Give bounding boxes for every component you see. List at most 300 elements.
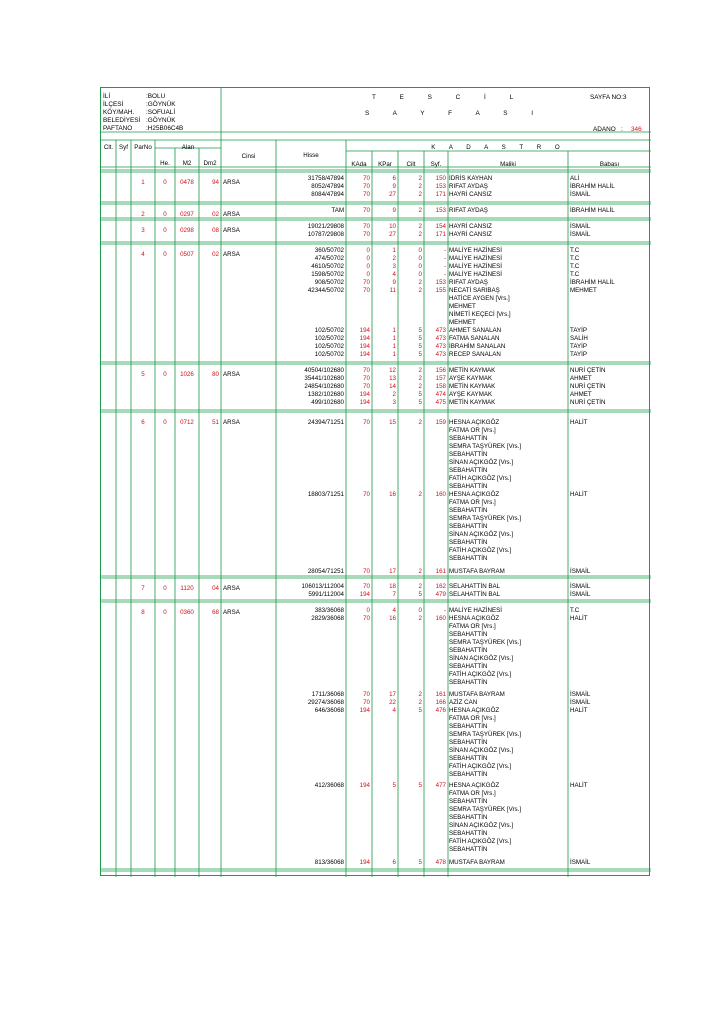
sayfa-no: SAYFA NO:3 xyxy=(590,94,627,101)
kpar-value: 15 xyxy=(389,419,396,426)
kcilt-value: 5 xyxy=(418,391,422,398)
ksyf-value: 473 xyxy=(435,335,446,342)
maliki-value: SEBAHATTİN xyxy=(449,739,488,746)
kcilt-value: 2 xyxy=(418,383,422,390)
hisse-value: 18803/71251 xyxy=(307,491,344,498)
maliki-value: RIFAT AYDAŞ xyxy=(449,207,488,214)
kada-value: 70 xyxy=(363,375,370,382)
kcilt-value: 2 xyxy=(418,223,422,230)
kada-value: 70 xyxy=(363,207,370,214)
kada-value: 70 xyxy=(363,419,370,426)
kcilt-value: 5 xyxy=(418,859,422,866)
belediye-value: :GÖYNÜK xyxy=(146,117,176,124)
maliki-value: SİNAN AÇIKGÖZ [Vrs.] xyxy=(449,459,514,466)
parcel-no: 7 xyxy=(141,585,145,592)
ilce-label: İLÇESİ xyxy=(103,101,124,108)
maliki-value: FATMA OR [Vrs.] xyxy=(449,623,496,630)
kcilt-value: 2 xyxy=(418,615,422,622)
parcel-no: 2 xyxy=(141,211,145,218)
kada-value: 0 xyxy=(366,607,370,614)
kcilt-value: 2 xyxy=(418,568,422,575)
maliki-value: MUSTAFA BAYRAM xyxy=(449,691,505,698)
kpar-value: 2 xyxy=(392,255,396,262)
maliki-value: SEBAHATTİN xyxy=(449,846,488,853)
kcilt-value: 5 xyxy=(418,782,422,789)
ksyf-value: 171 xyxy=(435,191,446,198)
kpar-value: 16 xyxy=(389,491,396,498)
ksyf-value: 479 xyxy=(435,591,446,598)
maliki-value: HAYRİ CANSIZ xyxy=(449,223,492,230)
kada-value: 70 xyxy=(363,691,370,698)
babasi-value: İSMAİL xyxy=(570,223,591,230)
kcilt-value: 0 xyxy=(418,607,422,614)
kcilt-value: 2 xyxy=(418,175,422,182)
maliki-value: İDRİS KAYHAN xyxy=(449,175,493,182)
kpar-value: 7 xyxy=(392,591,396,598)
kada-value: 194 xyxy=(359,591,370,598)
parcel-he: 0 xyxy=(163,251,167,258)
kada-value: 0 xyxy=(366,247,370,254)
babasi-value: İSMAİL xyxy=(570,568,591,575)
maliki-value: FATİH AÇIKGÖZ [Vrs.] xyxy=(449,838,512,845)
hisse-value: 8052/47894 xyxy=(311,183,344,190)
maliki-value: HAYRİ CANSIZ xyxy=(449,191,492,198)
kcilt-value: 2 xyxy=(418,375,422,382)
col-syf: Syf xyxy=(119,144,128,151)
kpar-value: 9 xyxy=(392,279,396,286)
maliki-value: SELAHATTİN BAL xyxy=(449,583,501,590)
parcel-cinsi: ARSA xyxy=(223,585,240,592)
maliki-value: SEBAHATTİN xyxy=(449,723,488,730)
kcilt-value: 5 xyxy=(418,591,422,598)
col-cinsi: Cinsi xyxy=(241,153,256,160)
maliki-value: SEBAHATTİN xyxy=(449,647,488,654)
hisse-value: 19021/29808 xyxy=(307,223,344,230)
hisse-value: 102/50702 xyxy=(314,327,344,334)
kpar-value: 4 xyxy=(392,271,396,278)
maliki-value: RIFAT AYDAŞ xyxy=(449,183,488,190)
kpar-value: 9 xyxy=(392,207,396,214)
maliki-value: MEHMET xyxy=(449,319,476,326)
ksyf-value: 473 xyxy=(435,343,446,350)
kpar-value: 1 xyxy=(392,351,396,358)
kpar-value: 16 xyxy=(389,615,396,622)
col-ksyf: Syf. xyxy=(430,161,442,168)
hisse-value: 40504/102680 xyxy=(304,367,344,374)
hisse-value: TAM xyxy=(331,207,344,214)
babasi-value: NURİ ÇETİN xyxy=(570,383,606,390)
ksyf-value: 477 xyxy=(435,782,446,789)
maliki-value: HESNA AÇIKGÖZ xyxy=(449,615,500,622)
maliki-value: MEHMET xyxy=(449,303,476,310)
col-kcilt: Cilt xyxy=(406,161,416,168)
kpar-value: 6 xyxy=(392,175,396,182)
kada-value: 194 xyxy=(359,343,370,350)
ksyf-value: 473 xyxy=(435,351,446,358)
ksyf-value: 150 xyxy=(435,175,446,182)
kpar-value: 4 xyxy=(392,607,396,614)
parcel-m2: 0712 xyxy=(180,419,194,426)
kada-value: 194 xyxy=(359,327,370,334)
babasi-value: AHMET xyxy=(570,391,592,398)
ksyf-value: 157 xyxy=(435,375,446,382)
parcel-cinsi: ARSA xyxy=(223,211,240,218)
kada-value: 70 xyxy=(363,491,370,498)
adano-value: 346 xyxy=(631,126,642,133)
maliki-value: SİNAN AÇIKGÖZ [Vrs.] xyxy=(449,655,514,662)
ksyf-value: 153 xyxy=(435,279,446,286)
hisse-value: 35441/102680 xyxy=(304,375,344,382)
kcilt-value: 0 xyxy=(418,263,422,270)
maliki-value: NECATİ SARIBAŞ xyxy=(449,287,500,294)
maliki-value: RECEP SANALAN xyxy=(449,351,501,358)
kcilt-value: 2 xyxy=(418,207,422,214)
maliki-value: SEBAHATTİN xyxy=(449,555,488,562)
babasi-value: İSMAİL xyxy=(570,191,591,198)
kcilt-value: 2 xyxy=(418,231,422,238)
maliki-value: METİN KAYMAK xyxy=(449,399,496,406)
hisse-value: 1382/102680 xyxy=(307,391,344,398)
maliki-value: FATMA SANALAN xyxy=(449,335,500,342)
kada-value: 70 xyxy=(363,183,370,190)
parcel-he: 0 xyxy=(163,609,167,616)
babasi-value: SALİH xyxy=(570,335,588,342)
babasi-value: HALİT xyxy=(570,615,588,622)
ksyf-value: 159 xyxy=(435,419,446,426)
kada-value: 70 xyxy=(363,699,370,706)
kada-value: 194 xyxy=(359,391,370,398)
ksyf-value: - xyxy=(443,263,446,270)
maliki-value: FATMA OR [Vrs.] xyxy=(449,790,496,797)
kpar-value: 6 xyxy=(392,859,396,866)
parcel-cinsi: ARSA xyxy=(223,419,240,426)
maliki-value: SEMRA TAŞYÜREK [Vrs.] xyxy=(449,515,522,522)
maliki-value: AYŞE KAYMAK xyxy=(449,391,493,398)
maliki-value: SEBAHATTİN xyxy=(449,755,488,762)
koy-value: :SOFUALİ xyxy=(146,109,176,116)
parcel-m2: 0507 xyxy=(180,251,194,258)
maliki-value: İBRAHİM SANALAN xyxy=(449,343,506,350)
parcel-he: 0 xyxy=(163,585,167,592)
hisse-value: 383/36068 xyxy=(314,607,344,614)
parcel-dm2: 08 xyxy=(212,227,219,234)
maliki-value: FATİH AÇIKGÖZ [Vrs.] xyxy=(449,763,512,770)
hisse-value: 42344/50702 xyxy=(307,287,344,294)
col-cilt: Clt. xyxy=(103,144,114,151)
maliki-value: SİNAN AÇIKGÖZ [Vrs.] xyxy=(449,747,514,754)
parcel-dm2: 68 xyxy=(212,609,219,616)
kpar-value: 27 xyxy=(389,191,396,198)
maliki-value: RIFAT AYDAŞ xyxy=(449,279,488,286)
parcel-m2: 0360 xyxy=(180,609,194,616)
hisse-value: 10787/29808 xyxy=(307,231,344,238)
hisse-value: 102/50702 xyxy=(314,343,344,350)
maliki-value: SELAHATTİN BAL xyxy=(449,591,501,598)
kpar-value: 3 xyxy=(392,399,396,406)
ksyf-value: 475 xyxy=(435,399,446,406)
ksyf-value: - xyxy=(443,255,446,262)
parcel-no: 3 xyxy=(141,227,145,234)
hisse-value: 360/50702 xyxy=(314,247,344,254)
kpar-value: 14 xyxy=(389,383,396,390)
kada-value: 194 xyxy=(359,351,370,358)
maliki-value: SEBAHATTİN xyxy=(449,467,488,474)
babasi-value: MEHMET xyxy=(570,287,597,294)
hisse-value: 412/36068 xyxy=(314,782,344,789)
kada-value: 70 xyxy=(363,383,370,390)
kada-value: 70 xyxy=(363,615,370,622)
hisse-value: 102/50702 xyxy=(314,335,344,342)
kpar-value: 3 xyxy=(392,263,396,270)
babasi-value: T.C xyxy=(570,607,580,614)
ksyf-value: - xyxy=(443,271,446,278)
babasi-value: HALİT xyxy=(570,782,588,789)
maliki-value: FATMA OR [Vrs.] xyxy=(449,499,496,506)
adano-label: ADANO xyxy=(593,126,616,133)
maliki-value: FATİH AÇIKGÖZ [Vrs.] xyxy=(449,547,512,554)
maliki-value: SEBAHATTİN xyxy=(449,483,488,490)
ksyf-value: - xyxy=(443,247,446,254)
parcel-he: 0 xyxy=(163,179,167,186)
maliki-value: HESNA AÇIKGÖZ xyxy=(449,707,500,714)
ksyf-value: 153 xyxy=(435,183,446,190)
kpar-value: 5 xyxy=(392,782,396,789)
kcilt-value: 2 xyxy=(418,183,422,190)
kpar-value: 12 xyxy=(389,367,396,374)
babasi-value: İSMAİL xyxy=(570,231,591,238)
kcilt-value: 2 xyxy=(418,279,422,286)
babasi-value: İBRAHİM HALİL xyxy=(570,279,615,286)
kada-value: 0 xyxy=(366,263,370,270)
babasi-value: İBRAHİM HALİL xyxy=(570,183,615,190)
hisse-value: 29274/36068 xyxy=(307,699,344,706)
maliki-value: METİN KAYMAK xyxy=(449,367,496,374)
kcilt-value: 2 xyxy=(418,491,422,498)
parcel-m2: 0478 xyxy=(180,179,194,186)
maliki-value: FATİH AÇIKGÖZ [Vrs.] xyxy=(449,475,512,482)
maliki-value: SEBAHATTİN xyxy=(449,631,488,638)
maliki-value: SEBAHATTİN xyxy=(449,814,488,821)
babasi-value: T.C xyxy=(570,263,580,270)
maliki-value: AZİZ CAN xyxy=(449,699,478,706)
koy-label: KÖY/MAH. xyxy=(103,109,135,116)
belediye-label: BELEDİYESİ xyxy=(103,117,141,124)
ksyf-value: 160 xyxy=(435,491,446,498)
kpar-value: 11 xyxy=(389,287,396,294)
babasi-value: T.C xyxy=(570,271,580,278)
babasi-value: İBRAHİM HALİL xyxy=(570,207,615,214)
maliki-value: HESNA AÇIKGÖZ xyxy=(449,419,500,426)
kcilt-value: 2 xyxy=(418,691,422,698)
paftano-label: PAFTANO xyxy=(103,125,133,132)
maliki-value: SEBAHATTİN xyxy=(449,798,488,805)
parcel-cinsi: ARSA xyxy=(223,227,240,234)
parcel-he: 0 xyxy=(163,419,167,426)
kcilt-value: 5 xyxy=(418,399,422,406)
hisse-value: 1598/50702 xyxy=(311,271,344,278)
parcel-m2: 0298 xyxy=(180,227,194,234)
maliki-value: SEMRA TAŞYÜREK [Vrs.] xyxy=(449,806,522,813)
ksyf-value: 155 xyxy=(435,287,446,294)
kada-value: 70 xyxy=(363,279,370,286)
maliki-value: SİNAN AÇIKGÖZ [Vrs.] xyxy=(449,531,514,538)
tescil-sheet xyxy=(100,87,650,876)
maliki-value: HAYRİ CANSIZ xyxy=(449,231,492,238)
parcel-m2: 1120 xyxy=(180,585,194,592)
kpar-value: 1 xyxy=(392,247,396,254)
maliki-value: FATMA OR [Vrs.] xyxy=(449,715,496,722)
kpar-value: 22 xyxy=(389,699,396,706)
hisse-value: 2829/36068 xyxy=(311,615,344,622)
col-kpar: KPar xyxy=(378,161,392,168)
kcilt-value: 5 xyxy=(418,343,422,350)
kcilt-value: 2 xyxy=(418,419,422,426)
parcel-he: 0 xyxy=(163,371,167,378)
ksyf-value: - xyxy=(443,607,446,614)
col-maliki: Maliki xyxy=(500,161,516,168)
kpar-value: 17 xyxy=(389,568,396,575)
maliki-value: HATİCE AYGEN [Vrs.] xyxy=(449,295,510,302)
kada-value: 70 xyxy=(363,287,370,294)
parcel-he: 0 xyxy=(163,211,167,218)
maliki-value: SEMRA TAŞYÜREK [Vrs.] xyxy=(449,639,522,646)
kcilt-value: 5 xyxy=(418,707,422,714)
hisse-value: 31758/47894 xyxy=(307,175,344,182)
hisse-value: 4610/50702 xyxy=(311,263,344,270)
kada-value: 0 xyxy=(366,255,370,262)
parcel-cinsi: ARSA xyxy=(223,251,240,258)
parcel-dm2: 94 xyxy=(212,179,219,186)
babasi-value: İSMAİL xyxy=(570,699,591,706)
maliki-value: SEBAHATTİN xyxy=(449,507,488,514)
kcilt-value: 0 xyxy=(418,271,422,278)
kada-value: 0 xyxy=(366,271,370,278)
tescil-title: T E S C İ L xyxy=(372,94,525,101)
maliki-value: MALİYE HAZİNESİ xyxy=(449,607,502,614)
parcel-dm2: 02 xyxy=(212,251,219,258)
babasi-value: İSMAİL xyxy=(570,591,591,598)
maliki-value: MUSTAFA BAYRAM xyxy=(449,859,505,866)
kada-value: 194 xyxy=(359,782,370,789)
maliki-value: SEBAHATTİN xyxy=(449,435,488,442)
maliki-value: SEMRA TAŞYÜREK [Vrs.] xyxy=(449,443,522,450)
babasi-value: İSMAİL xyxy=(570,691,591,698)
kcilt-value: 5 xyxy=(418,351,422,358)
babasi-value: HALİT xyxy=(570,419,588,426)
kcilt-value: 0 xyxy=(418,255,422,262)
kada-value: 70 xyxy=(363,568,370,575)
maliki-value: SEBAHATTİN xyxy=(449,523,488,530)
ksyf-value: 160 xyxy=(435,615,446,622)
hisse-value: 102/50702 xyxy=(314,351,344,358)
maliki-value: HESNA AÇIKGÖZ xyxy=(449,491,500,498)
ksyf-value: 473 xyxy=(435,327,446,334)
kpar-value: 10 xyxy=(389,223,396,230)
maliki-value: FATİH AÇIKGÖZ [Vrs.] xyxy=(449,671,512,678)
maliki-value: NİMETİ KEÇECİ [Vrs.] xyxy=(449,311,511,318)
col-alan: Alan xyxy=(181,144,195,151)
maliki-value: HESNA AÇIKGÖZ xyxy=(449,782,500,789)
kada-value: 70 xyxy=(363,223,370,230)
ksyf-value: 478 xyxy=(435,859,446,866)
parcel-no: 6 xyxy=(141,419,145,426)
maliki-value: SEBAHATTİN xyxy=(449,830,488,837)
hisse-value: 1711/36068 xyxy=(311,691,344,698)
col-kadastro: K A D A S T R O xyxy=(431,144,566,151)
kada-value: 194 xyxy=(359,859,370,866)
maliki-value: SEBAHATTİN xyxy=(449,451,488,458)
maliki-value: SİNAN AÇIKGÖZ [Vrs.] xyxy=(449,822,514,829)
il-label: İLİ xyxy=(103,93,111,100)
col-kada: KAda xyxy=(351,161,367,168)
hisse-value: 5991/112004 xyxy=(308,591,344,598)
hisse-value: 474/50702 xyxy=(314,255,344,262)
parcel-cinsi: ARSA xyxy=(223,371,240,378)
hisse-value: 908/50702 xyxy=(314,279,344,286)
ksyf-value: 171 xyxy=(435,231,446,238)
col-he: He. xyxy=(160,160,170,167)
kada-value: 70 xyxy=(363,191,370,198)
ksyf-value: 166 xyxy=(435,699,446,706)
kcilt-value: 2 xyxy=(418,699,422,706)
paftano-value: :H25B06C4B xyxy=(146,125,184,132)
adano-sep: : xyxy=(621,126,623,133)
col-hisse: Hisse xyxy=(303,152,319,159)
kada-value: 70 xyxy=(363,367,370,374)
kpar-value: 1 xyxy=(392,335,396,342)
kpar-value: 1 xyxy=(392,327,396,334)
parcel-no: 1 xyxy=(141,179,145,186)
hisse-value: 28054/71251 xyxy=(307,568,344,575)
ksyf-value: 156 xyxy=(435,367,446,374)
babasi-value: T.C xyxy=(570,247,580,254)
babasi-value: TAYİP xyxy=(570,351,587,358)
parcel-dm2: 51 xyxy=(212,419,219,426)
parcel-he: 0 xyxy=(163,227,167,234)
col-dm2: Dm2 xyxy=(203,160,217,167)
kpar-value: 18 xyxy=(389,583,396,590)
kada-value: 70 xyxy=(363,175,370,182)
parcel-no: 4 xyxy=(141,251,145,258)
kcilt-value: 2 xyxy=(418,367,422,374)
maliki-value: SEBAHATTİN xyxy=(449,679,488,686)
kcilt-value: 0 xyxy=(418,247,422,254)
maliki-value: AYŞE KAYMAK xyxy=(449,375,493,382)
kpar-value: 9 xyxy=(392,183,396,190)
kcilt-value: 2 xyxy=(418,583,422,590)
parcel-dm2: 04 xyxy=(212,585,219,592)
kada-value: 194 xyxy=(359,335,370,342)
maliki-value: SEMRA TAŞYÜREK [Vrs.] xyxy=(449,731,522,738)
babasi-value: NURİ ÇETİN xyxy=(570,399,606,406)
kcilt-value: 5 xyxy=(418,335,422,342)
hisse-value: 24854/102680 xyxy=(304,383,344,390)
kpar-value: 4 xyxy=(392,707,396,714)
parcel-cinsi: ARSA xyxy=(223,179,240,186)
kada-value: 194 xyxy=(359,707,370,714)
ksyf-value: 476 xyxy=(435,707,446,714)
ksyf-value: 161 xyxy=(435,568,446,575)
parcel-no: 5 xyxy=(141,371,145,378)
babasi-value: HALİT xyxy=(570,707,588,714)
maliki-value: MALİYE HAZİNESİ xyxy=(449,255,502,262)
ksyf-value: 474 xyxy=(435,391,446,398)
kcilt-value: 5 xyxy=(418,327,422,334)
maliki-value: MUSTAFA BAYRAM xyxy=(449,568,505,575)
hisse-value: 813/36068 xyxy=(314,859,344,866)
maliki-value: AHMET SANALAN xyxy=(449,327,502,334)
parcel-cinsi: ARSA xyxy=(223,609,240,616)
